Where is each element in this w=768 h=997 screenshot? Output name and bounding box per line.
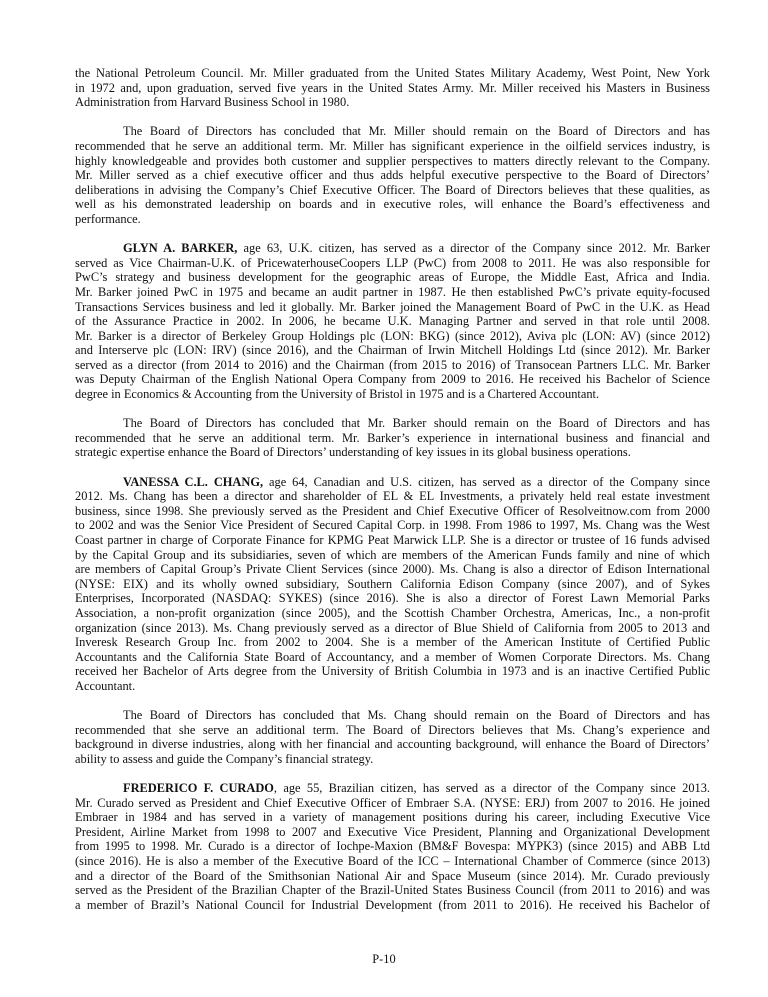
line-text: well as his demonstrated leadership on boards and in executive roles, will enhance the Board’s effectiveness and <box>75 197 710 212</box>
text-line <box>75 445 710 460</box>
text-line <box>75 825 710 840</box>
text-line <box>75 387 710 402</box>
line-text: received her Bachelor of Arts degree from the University of British Columbia in 1973 and is an inactive Certified Public <box>75 664 710 679</box>
text-line <box>75 839 710 854</box>
line-text: The Board of Directors has concluded that Ms. Chang should remain on the Board of Directors and has <box>123 708 710 723</box>
line-text: and Interserve plc (LON: IRV) (since 2016), and the Chairman of Irwin Mitchell Holdings Ltd (since 2012). Mr. Barker <box>75 343 710 358</box>
line-text: recommended that he serve an additional term. Mr. Barker’s experience in international business and financial and <box>75 430 710 445</box>
line-text: a member of Brazil’s National Council for Industrial Development (from 2011 to 2016). He received his Bachelor of <box>75 897 710 912</box>
text-line <box>75 562 710 577</box>
text-line <box>75 898 710 913</box>
paragraph <box>75 241 710 402</box>
text-line <box>75 781 710 796</box>
line-text: Coast partner in charge of Corporate Finance for KPMG Peat Marwick LLP. She is a director or trustee of 16 funds advised <box>75 533 710 547</box>
text-line <box>75 372 710 387</box>
text-line <box>75 212 710 227</box>
text-line <box>75 606 710 621</box>
text-line <box>75 869 710 884</box>
line-text: Accountant. <box>75 678 136 693</box>
line-text: Inveresk Research Group Inc. from 2002 to 2004. She is a member of the American Institute of Certified Public <box>75 635 710 650</box>
paragraph <box>75 124 710 226</box>
line-text: Association, a non-profit organization (since 2005), and the Scottish Chamber Orchestra, Americas, Inc., a non-profit <box>75 605 710 620</box>
text-line <box>75 124 710 139</box>
text-line <box>75 475 710 490</box>
line-text: Mr. Barker is a director of Berkeley Group Holdings plc (LON: BKG) (since 2012), Aviva plc (LON: AV) (since 2012) <box>75 328 710 343</box>
text-line <box>75 270 710 285</box>
text-line <box>75 489 710 504</box>
document-body <box>75 66 710 927</box>
line-text: deliberations in advising the Company’s Chief Executive Officer. The Board of Directors believes that these qualities, as <box>75 182 710 197</box>
line-text: Accountants and the California State Board of Accountancy, and a member of Women Corporate Directors. Ms. Chang <box>75 649 710 664</box>
text-line <box>75 285 710 300</box>
text-line <box>75 431 710 446</box>
line-text: in 1972 and, upon graduation, served five years in the United States Army. Mr. Miller received his Masters in Business <box>75 80 710 95</box>
text-line <box>75 796 710 811</box>
text-line <box>75 752 710 767</box>
text-line <box>75 635 710 650</box>
paragraph <box>75 416 710 460</box>
line-text: The Board of Directors has concluded that Mr. Miller should remain on the Board of Directors and has <box>123 124 710 139</box>
line-text: served as a director (from 2014 to 2016) and the Chairman (from 2015 to 2016) of Transocean Partners LLC. Mr. Barker <box>75 357 710 372</box>
line-text: (since 2016). He is also a member of the Executive Board of the ICC – International Chamber of Commerce (since 2013) <box>75 854 710 869</box>
line-text: , age 55, Brazilian citizen, has served as a director of the Company since 2013. <box>273 781 710 796</box>
line-text: (NYSE: EIX) and its wholly owned subsidiary, Southern California Edison Company (since 2007), and of Sykes <box>75 576 710 591</box>
line-text: Administration from Harvard Business School in 1980. <box>75 95 350 110</box>
paragraph <box>75 781 710 912</box>
line-text: recommended that she serve an additional term. The Board of Directors believes that Ms. Chang’s experience and <box>75 722 710 737</box>
line-text: degree in Economics & Accounting from the University of Bristol in 1975 and is a Chartered Accountant. <box>75 387 600 402</box>
paragraph <box>75 475 710 694</box>
text-line <box>75 854 710 869</box>
line-text: Embraer in 1984 and has served in a variety of management positions during his career, including Executive Vice <box>75 810 710 825</box>
text-line <box>75 708 710 723</box>
line-text: and a director of the Board of the Smithsonian National Air and Space Museum (since 2014). Mr. Curado previously <box>75 868 710 883</box>
line-text: served as Vice Chairman-U.K. of PricewaterhouseCoopers LLP (PwC) from 2008 to 2011. He was also responsible for <box>75 255 710 270</box>
line-text: 2012. Ms. Chang has been a director and shareholder of EL & EL Investments, a privately held real estate investment <box>75 489 710 504</box>
text-line <box>75 664 710 679</box>
paragraph <box>75 708 710 766</box>
line-text: background in diverse industries, along with her financial and accounting background, will enhance the Board of Directors’ <box>75 737 710 752</box>
text-line <box>75 548 710 563</box>
line-text: Mr. Barker joined PwC in 1975 and became an audit partner in 1987. He then established PwC’s private equity-focused <box>75 284 710 299</box>
text-line <box>75 883 710 898</box>
text-line <box>75 168 710 183</box>
text-line <box>75 81 710 96</box>
text-line <box>75 518 710 533</box>
line-text: was Deputy Chairman of the English National Opera Company from 2009 to 2016. He received his Bachelor of Science <box>75 372 710 387</box>
line-text: Transactions Services business and led it globally. Mr. Barker joined the Management Board of PwC in the U.K. as Head <box>75 299 710 314</box>
line-text: recommended that he serve an additional term. Mr. Miller has significant experience in the oilfield services industry, is <box>75 138 710 153</box>
text-line <box>75 241 710 256</box>
line-text: organization (since 2013). Ms. Chang previously served as a director of Blue Shield of California from 2005 to 2013 and <box>75 620 710 635</box>
text-line <box>75 343 710 358</box>
text-line <box>75 314 710 329</box>
line-text: Enterprises, Incorporated (NASDAQ: SYKES) (since 2016). She is also a director of Forest Lawn Memorial Parks <box>75 591 710 606</box>
text-line <box>75 679 710 694</box>
line-text: Mr. Curado served as President and Chief Executive Officer of Embraer S.A. (NYSE: ERJ) from 2007 to 2016. He joined <box>75 795 710 810</box>
line-text: to 2002 and was the Senior Vice President of Secured Capital Corp. in 1998. From 1986 to 1997, Ms. Chang was the West <box>75 518 710 533</box>
text-line <box>75 737 710 752</box>
text-line <box>75 504 710 519</box>
text-line <box>75 329 710 344</box>
text-line <box>75 416 710 431</box>
line-text: from 1995 to 1998. Mr. Curado is a director of Iochpe-Maxion (BM&F Bovespa: MYPK3) (since 2015) and ABB Ltd <box>75 839 710 854</box>
text-line <box>75 621 710 636</box>
director-name: GLYN A. BARKER, <box>123 241 238 256</box>
line-text: are members of Capital Group’s Private Client Services (since 2000). Ms. Chang is also a director of Edison International <box>75 562 710 577</box>
line-text: performance. <box>75 211 141 226</box>
line-text: Mr. Miller served as a chief executive officer and thus adds helpful executive perspective to the Board of Directors’ <box>75 168 710 183</box>
text-line <box>75 139 710 154</box>
text-line <box>75 577 710 592</box>
page-number: P-10 <box>372 952 396 966</box>
line-text: age 64, Canadian and U.S. citizen, has served as a director of the Company since <box>263 474 710 489</box>
line-text: The Board of Directors has concluded that Mr. Barker should remain on the Board of Directors and has <box>123 416 710 431</box>
text-line <box>75 358 710 373</box>
paragraph <box>75 66 710 110</box>
text-line <box>75 66 710 81</box>
line-text: business, since 1998. She previously served as the President and Chief Executive Officer of Resolveitnow.com from 2000 <box>75 503 710 518</box>
text-line <box>75 591 710 606</box>
line-text: the National Petroleum Council. Mr. Miller graduated from the United States Military Academy, West Point, New York <box>75 66 710 80</box>
text-line <box>75 300 710 315</box>
line-text: age 63, U.K. citizen, has served as a director of the Company since 2012. Mr. Barker <box>237 241 710 256</box>
line-text: highly knowledgeable and provides both customer and supplier perspectives to matters directly relevant to the Company. <box>75 153 710 168</box>
text-line <box>75 533 710 548</box>
line-text: PwC’s strategy and business development for the geographic areas of Europe, the Middle East, Africa and India. <box>75 270 710 285</box>
director-name: VANESSA C.L. CHANG, <box>123 474 264 489</box>
text-line <box>75 183 710 198</box>
text-line <box>75 723 710 738</box>
line-text: President, Airline Market from 1998 to 2007 and Executive Vice President, Planning and Organizational Development <box>75 824 710 839</box>
line-text: by the Capital Group and its subsidiaries, seven of which are members of the American Funds family and nine of which <box>75 547 710 562</box>
line-text: of the Assurance Practice in 2002. In 2006, he became U.K. Managing Partner and served in that role until 2008. <box>75 314 710 329</box>
line-text: strategic expertise enhance the Board of Directors’ understanding of key issues in its global business operations. <box>75 445 631 460</box>
text-line <box>75 650 710 665</box>
text-line <box>75 810 710 825</box>
text-line <box>75 197 710 212</box>
text-line <box>75 154 710 169</box>
text-line <box>75 256 710 271</box>
line-text: ability to assess and guide the Company’s financial strategy. <box>75 751 374 766</box>
line-text: served as the President of the Brazilian Chapter of the Brazil-United States Business Council (from 2011 to 2016) and was <box>75 883 710 898</box>
text-line <box>75 95 710 110</box>
director-name: FREDERICO F. CURADO <box>123 781 274 796</box>
